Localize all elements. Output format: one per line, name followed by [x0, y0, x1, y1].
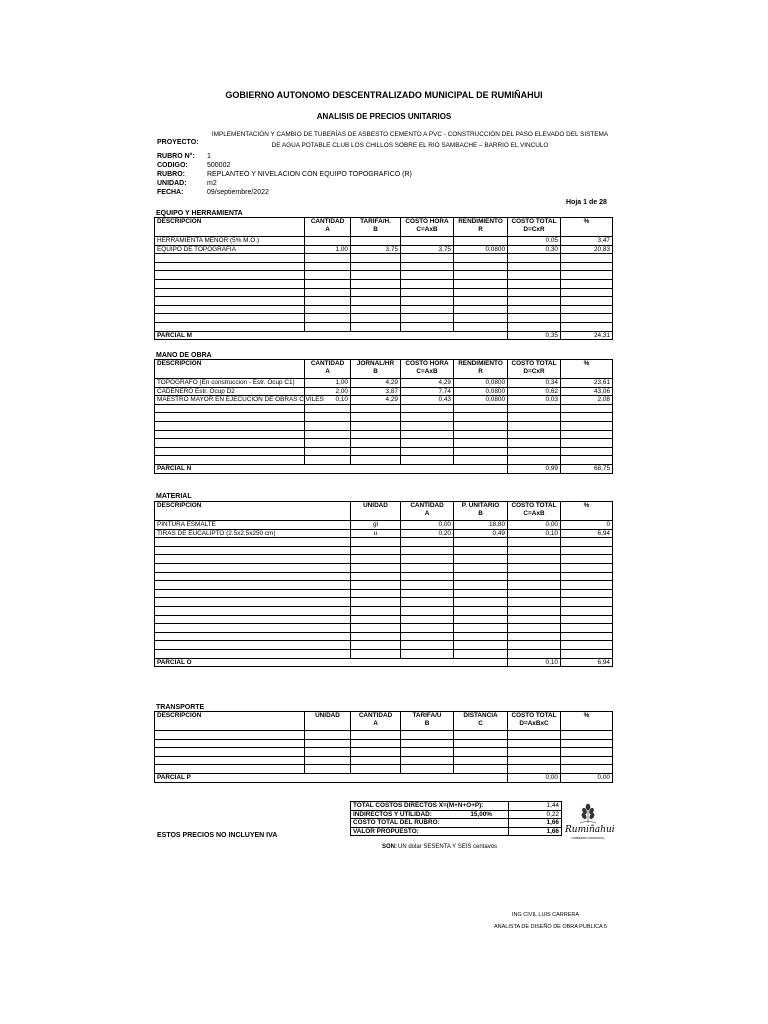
- hoja: Hoja 1 de 28: [566, 199, 607, 206]
- parcial-p-row: PARCIAL P 0,00 0,00: [155, 773, 613, 782]
- empty-row: [155, 555, 613, 564]
- parcial-m-row: PARCIAL M 0,35 24,31: [155, 331, 613, 340]
- col-descripcion: DESCRIPCION: [155, 360, 305, 379]
- proyecto-line1: IMPLEMENTACIÓN Y CAMBIO DE TUBERÍAS DE ASBESTO CEMENTO A PVC - CONSTRUCCIÓN DEL PASO ELEVADO DEL SISTEMA: [211, 131, 609, 138]
- empty-row: [155, 765, 613, 774]
- col-cantidad: CANTIDAD A: [401, 502, 454, 521]
- col-distancia: DISTANCIA C: [454, 712, 508, 731]
- empty-row: [155, 598, 613, 607]
- empty-row: [155, 641, 613, 650]
- empty-row: [155, 254, 613, 263]
- col-cantidad: CANTIDAD A: [305, 218, 351, 237]
- transporte-table: [154, 711, 613, 783]
- municipal-logo: [565, 801, 615, 843]
- rubro-no-label: RUBRO N°:: [157, 153, 195, 160]
- col-costo-total: COSTO TOTAL D=CxR: [508, 360, 561, 379]
- empty-row: [155, 305, 613, 314]
- codigo-label: CODIGO:: [157, 162, 188, 169]
- mano-title: MANO DE OBRA: [156, 352, 212, 359]
- col-descripcion: DESCRIPCION: [155, 502, 351, 521]
- empty-row: [155, 314, 613, 323]
- empty-row: [155, 632, 613, 641]
- table-row: HERRAMIENTA MENOR (5% M.O.) 0,05 3,47: [155, 237, 613, 246]
- table-row: CADENERO Estr. Ocup D2 2,00 3,87 7,74 0,0800 0,62 43,06: [155, 387, 613, 396]
- totals-table: [350, 801, 562, 836]
- col-descripcion: DESCRIPCION: [155, 218, 305, 237]
- col-cantidad: CANTIDAD A: [305, 360, 351, 379]
- empty-row: [155, 546, 613, 555]
- empty-row: [155, 404, 613, 413]
- parcial-o-row: PARCIAL O 0,10 6,94: [155, 658, 613, 667]
- fecha: 09/septiembre/2022: [207, 189, 269, 196]
- indirectos-pct: 15,00%: [470, 810, 492, 818]
- empty-row: [155, 739, 613, 748]
- col-rendimiento: RENDIMIENTO R: [454, 218, 508, 237]
- total-directos-row: TOTAL COSTOS DIRECTOS X=(M+N+O+P): 1,44: [351, 802, 562, 811]
- col-rendimiento: RENDIMIENTO R: [454, 360, 508, 379]
- iva-note: ESTOS PRECIOS NO INCLUYEN IVA: [157, 832, 278, 839]
- col-pct: %: [561, 502, 613, 521]
- col-jornal: JORNAL/HR B: [351, 360, 401, 379]
- son-text: UN dolar SESENTA Y SEIS centavos: [398, 844, 498, 850]
- col-unidad: UNIDAD: [351, 502, 401, 521]
- indirectos-row: INDIRECTOS Y UTILIDAD: 15,00% 0,22: [351, 810, 562, 819]
- material-table: [154, 501, 613, 667]
- mano-table: [154, 359, 613, 474]
- col-costo-total: COSTO TOTAL C=AxB: [508, 502, 561, 521]
- table-row: EQUIPO DE TOPOGRAFIA 1,00 3,75 3,75 0,0800 0,30 20,83: [155, 245, 613, 254]
- empty-row: [155, 572, 613, 581]
- col-cantidad: CANTIDAD A: [351, 712, 401, 731]
- empty-row: [155, 288, 613, 297]
- col-costo-hora: COSTO HORA C=AxB: [401, 360, 454, 379]
- valor-propuesto-row: VALOR PROPUESTO: 1,66: [351, 827, 562, 836]
- empty-row: [155, 589, 613, 598]
- fecha-label: FECHA:: [157, 189, 184, 196]
- empty-row: [155, 748, 613, 757]
- col-tarifa: TARIFA/U B: [401, 712, 454, 731]
- material-title: MATERIAL: [156, 493, 192, 500]
- empty-row: [155, 624, 613, 633]
- empty-row: [155, 439, 613, 448]
- rubro-no: 1: [207, 153, 211, 160]
- org-title: GOBIERNO AUTONOMO DESCENTRALIZADO MUNICIPAL DE RUMIÑAHUI: [225, 90, 543, 100]
- empty-row: [155, 413, 613, 422]
- empty-row: [155, 297, 613, 306]
- unidad-label: UNIDAD:: [157, 180, 187, 187]
- logo-emblem-icon: [565, 801, 611, 827]
- transporte-title: TRANSPORTE: [156, 704, 205, 711]
- logo-subtext: GOBIERNO MUNICIPAL: [571, 836, 605, 840]
- proyecto-line2: DE AGUA POTABLE CLUB LOS CHILLOS SOBRE EL RIO SAMBACHE – BARRIO EL VINCULO: [271, 142, 549, 149]
- rubro: REPLANTEO Y NIVELACION CON EQUIPO TOPOGRAFICO (R): [207, 171, 412, 178]
- table-row: MAESTRO MAYOR EN EJECUCION DE OBRAS CIVILES 0,10 4,29 0,43 0,0800 0,03 2,08: [155, 396, 613, 405]
- empty-row: [155, 649, 613, 658]
- col-unidad: UNIDAD: [305, 712, 351, 731]
- table-row: TOPOGRAFO (En construccion - Estr. Ocup C1) 1,00 4,29 4,29 0,0800 0,34 23,61: [155, 379, 613, 388]
- signature-name: ING CIVIL LUIS CARRERA: [512, 912, 580, 918]
- page-title: ANALISIS DE PRECIOS UNITARIOS: [316, 112, 452, 121]
- parcial-n-row: PARCIAL N 0,99 68,75: [155, 464, 613, 473]
- logo-text: Rumiñahui: [565, 825, 615, 835]
- son-label: SON:: [382, 844, 397, 850]
- col-pct: %: [561, 712, 613, 731]
- empty-row: [155, 456, 613, 465]
- empty-row: [155, 322, 613, 331]
- empty-row: [155, 563, 613, 572]
- empty-row: [155, 615, 613, 624]
- rubro-label: RUBRO:: [157, 171, 185, 178]
- codigo: 500002: [207, 162, 231, 169]
- col-p-unitario: P. UNITARIO B: [454, 502, 508, 521]
- col-costo-total: COSTO TOTAL D=AxBxC: [508, 712, 561, 731]
- empty-row: [155, 581, 613, 590]
- col-descripcion: DESCRIPCION: [155, 712, 305, 731]
- empty-row: [155, 447, 613, 456]
- costo-total-row: COSTO TOTAL DEL RUBRO: 1,66: [351, 819, 562, 828]
- col-pct: %: [561, 360, 613, 379]
- empty-row: [155, 756, 613, 765]
- empty-row: [155, 430, 613, 439]
- unidad: m2: [207, 180, 217, 187]
- empty-row: [155, 421, 613, 430]
- empty-row: [155, 606, 613, 615]
- empty-row: [155, 262, 613, 271]
- proyecto-label: PROYECTO:: [157, 139, 199, 146]
- signature-role: ANALISTA DE DISEÑO DE OBRA PUBLICA 5: [494, 924, 607, 930]
- empty-row: [155, 731, 613, 740]
- col-tarifa: TARIFA/H. B: [351, 218, 401, 237]
- equipo-title: EQUIPO Y HERRAMIENTA: [156, 210, 243, 217]
- empty-row: [155, 538, 613, 547]
- col-pct: %: [561, 218, 613, 237]
- table-row: PINTURA ESMALTE gl 0,00 18,80 0,00 0: [155, 521, 613, 530]
- empty-row: [155, 271, 613, 280]
- col-costo-total: COSTO TOTAL D=CxR: [508, 218, 561, 237]
- equipo-table: [154, 217, 613, 340]
- table-row: TIRAS DE EUCALIPTO (2.5x2.5x250 cm) u 0,20 0,49 0,10 6,94: [155, 529, 613, 538]
- col-costo-hora: COSTO HORA C=AxB: [401, 218, 454, 237]
- empty-row: [155, 279, 613, 288]
